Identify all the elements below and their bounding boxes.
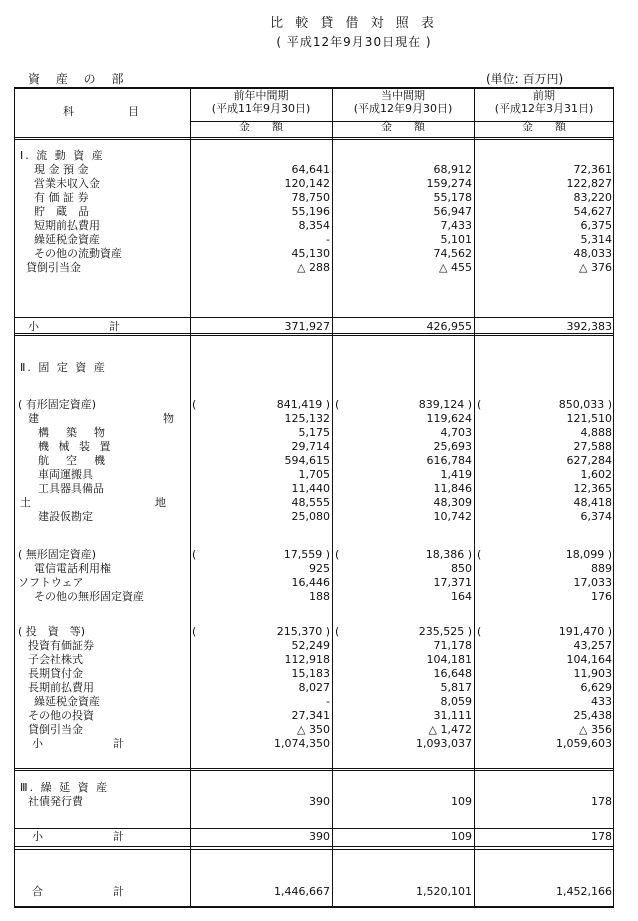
table-row bbox=[14, 440, 614, 454]
row-label: Ⅱ. 固 定 資 産 bbox=[20, 361, 107, 374]
cell-value: 11,440 bbox=[291, 482, 330, 495]
cell-value: 25,693 bbox=[433, 440, 472, 453]
cell-value: 112,918 bbox=[284, 653, 330, 666]
title-date: ( 平成12年9月30日現在 ) bbox=[276, 35, 432, 49]
cell-value: 29,714 bbox=[291, 440, 330, 453]
table-row bbox=[14, 361, 614, 375]
table-row bbox=[14, 219, 614, 233]
row-label: その他の投資 bbox=[28, 709, 94, 722]
cell-value: 16,446 bbox=[291, 576, 330, 589]
cell-value: 1,452,166 bbox=[556, 885, 612, 898]
cell-value: 48,033 bbox=[573, 247, 612, 260]
cell-value: 1,059,603 bbox=[556, 737, 612, 750]
cell-value: 627,284 bbox=[566, 454, 612, 467]
row-label: 航 空 機 bbox=[38, 454, 108, 467]
table-row bbox=[14, 590, 614, 604]
cell-value: 1,520,101 bbox=[416, 885, 472, 898]
table-row bbox=[14, 737, 614, 751]
cell-value: △ 376 bbox=[579, 261, 612, 274]
subject-header: 科 目 bbox=[63, 105, 141, 118]
cell-value: 1,446,667 bbox=[274, 885, 330, 898]
row-label: 構 築 物 bbox=[38, 426, 108, 439]
cell-value: 16,648 bbox=[433, 667, 472, 680]
cell-value: 31,111 bbox=[433, 709, 472, 722]
cell-value: 164 bbox=[451, 590, 472, 603]
cell-value: 5,817 bbox=[440, 681, 472, 694]
cell-value: 48,309 bbox=[433, 496, 472, 509]
cell-value: 18,099 ) bbox=[565, 548, 612, 561]
cell-value: 178 bbox=[591, 830, 612, 843]
table-row bbox=[14, 562, 614, 576]
cell-value: 55,178 bbox=[433, 191, 472, 204]
open-paren: ( bbox=[192, 398, 197, 411]
cell-value: 43,257 bbox=[573, 639, 612, 652]
cell-value: 8,059 bbox=[440, 695, 472, 708]
cell-value: - bbox=[326, 233, 330, 246]
row-label: 長期前払費用 bbox=[28, 681, 94, 694]
cell-value: 5,175 bbox=[298, 426, 330, 439]
cell-value: 68,912 bbox=[433, 163, 472, 176]
cell-value: 159,274 bbox=[426, 177, 472, 190]
cell-value: 55,196 bbox=[291, 205, 330, 218]
row-label: ( 無形固定資産) bbox=[18, 548, 97, 561]
cell-value: △ 356 bbox=[579, 723, 612, 736]
cell-value: 616,784 bbox=[426, 454, 472, 467]
cell-value: 215,370 ) bbox=[276, 625, 330, 638]
cell-value: 72,361 bbox=[573, 163, 612, 176]
table-row bbox=[14, 795, 614, 809]
row-label: 機 械 装 置 bbox=[38, 440, 114, 453]
row-label: 投資有価証券 bbox=[28, 639, 94, 652]
section-label: 資 産 の 部 bbox=[28, 72, 130, 86]
table-row bbox=[14, 639, 614, 653]
cell-value: 889 bbox=[591, 562, 612, 575]
cell-value: 426,955 bbox=[426, 320, 472, 333]
row-label: Ⅰ. 流 動 資 産 bbox=[20, 149, 105, 162]
cell-value: 178 bbox=[591, 795, 612, 808]
cell-value: 45,130 bbox=[291, 247, 330, 260]
cell-value: 850,033 ) bbox=[558, 398, 612, 411]
table-row bbox=[14, 482, 614, 496]
cell-value: 850 bbox=[451, 562, 472, 575]
table-row bbox=[14, 548, 614, 562]
cell-value: 120,142 bbox=[284, 177, 330, 190]
open-paren: ( bbox=[335, 398, 340, 411]
cell-value: 18,386 ) bbox=[425, 548, 472, 561]
cell-value: 78,750 bbox=[291, 191, 330, 204]
cell-value: 4,703 bbox=[440, 426, 472, 439]
table-row bbox=[14, 191, 614, 205]
cell-value: 48,418 bbox=[573, 496, 612, 509]
table-row bbox=[14, 625, 614, 639]
cell-value: 1,093,037 bbox=[416, 737, 472, 750]
cell-value: - bbox=[326, 695, 330, 708]
cell-value: 119,624 bbox=[426, 412, 472, 425]
row-label: 小 計 bbox=[32, 737, 140, 750]
cell-value: 8,354 bbox=[298, 219, 330, 232]
table-row bbox=[14, 398, 614, 412]
row-label: 営業未収入金 bbox=[34, 177, 100, 190]
cell-value: 17,559 ) bbox=[283, 548, 330, 561]
row-label: 小 計 bbox=[28, 320, 136, 333]
table-row bbox=[14, 510, 614, 524]
row-label: 短期前払費用 bbox=[34, 219, 100, 232]
cell-value: 54,627 bbox=[573, 205, 612, 218]
table-row bbox=[14, 667, 614, 681]
cell-value: 11,903 bbox=[573, 667, 612, 680]
row-label: 貸倒引当金 bbox=[28, 723, 83, 736]
cell-value: 188 bbox=[309, 590, 330, 603]
cell-value: 594,615 bbox=[284, 454, 330, 467]
prior-interim-header: 前年中間期 (平成11年9月30日) 金 額 bbox=[211, 89, 311, 133]
row-label: 現 金 預 金 bbox=[34, 163, 89, 176]
cell-value: △ 350 bbox=[297, 723, 330, 736]
row-label: 長期貸付金 bbox=[28, 667, 83, 680]
row-label: 合 計 bbox=[32, 885, 140, 898]
row-label: 有 価 証 券 bbox=[34, 191, 89, 204]
open-paren: ( bbox=[477, 398, 482, 411]
cell-value: 27,588 bbox=[573, 440, 612, 453]
cell-value: 191,470 ) bbox=[558, 625, 612, 638]
table-row bbox=[14, 830, 614, 844]
table-row bbox=[14, 163, 614, 177]
cell-value: 109 bbox=[451, 795, 472, 808]
row-label: 繰延税金資産 bbox=[34, 233, 100, 246]
table-row bbox=[14, 695, 614, 709]
cell-value: 74,562 bbox=[433, 247, 472, 260]
row-label: ( 有形固定資産) bbox=[18, 398, 97, 411]
row-label: その他の流動資産 bbox=[34, 247, 122, 260]
open-paren: ( bbox=[335, 548, 340, 561]
cell-value: 5,314 bbox=[580, 233, 612, 246]
cell-value: 52,249 bbox=[291, 639, 330, 652]
cell-value: 104,181 bbox=[426, 653, 472, 666]
cell-value: △ 1,472 bbox=[428, 723, 472, 736]
cell-value: 27,341 bbox=[291, 709, 330, 722]
row-label: その他の無形固定資産 bbox=[34, 590, 144, 603]
open-paren: ( bbox=[477, 548, 482, 561]
row-label: 子会社株式 bbox=[28, 653, 83, 666]
row-label: Ⅲ. 繰 延 資 産 bbox=[20, 781, 110, 794]
cell-value: 17,033 bbox=[573, 576, 612, 589]
cell-value: 7,433 bbox=[440, 219, 472, 232]
row-label: 建設仮勘定 bbox=[38, 510, 93, 523]
cell-value: 390 bbox=[309, 795, 330, 808]
cell-value: 6,629 bbox=[580, 681, 612, 694]
row-label: 繰延税金資産 bbox=[34, 695, 100, 708]
cell-value: 109 bbox=[451, 830, 472, 843]
table-row bbox=[14, 261, 614, 275]
table-row bbox=[14, 177, 614, 191]
table-row bbox=[14, 454, 614, 468]
table-row bbox=[14, 320, 614, 334]
cell-value: 235,525 ) bbox=[418, 625, 472, 638]
table-row bbox=[14, 496, 614, 510]
table-row bbox=[14, 781, 614, 795]
unit-label: (単位: 百万円) bbox=[486, 72, 564, 86]
table-row bbox=[14, 233, 614, 247]
open-paren: ( bbox=[192, 625, 197, 638]
row-label: 貸倒引当金 bbox=[26, 261, 81, 274]
cell-value: 433 bbox=[591, 695, 612, 708]
row-label: 土 地 bbox=[20, 496, 182, 509]
cell-value: 10,742 bbox=[433, 510, 472, 523]
title-main: 比 較 貸 借 対 照 表 bbox=[270, 16, 438, 31]
row-label: 社債発行費 bbox=[28, 795, 83, 808]
cell-value: 6,375 bbox=[580, 219, 612, 232]
cell-value: 1,419 bbox=[440, 468, 472, 481]
table-row bbox=[14, 412, 614, 426]
table-row bbox=[14, 723, 614, 737]
cell-value: 371,927 bbox=[284, 320, 330, 333]
table-row bbox=[14, 653, 614, 667]
prior-year-header: 前期 (平成12年3月31日) 金 額 bbox=[494, 89, 594, 133]
cell-value: 11,846 bbox=[433, 482, 472, 495]
cell-value: 125,132 bbox=[284, 412, 330, 425]
cell-value: 392,383 bbox=[566, 320, 612, 333]
cell-value: 1,074,350 bbox=[274, 737, 330, 750]
cell-value: 121,510 bbox=[566, 412, 612, 425]
open-paren: ( bbox=[477, 625, 482, 638]
table-row bbox=[14, 709, 614, 723]
cell-value: 12,365 bbox=[573, 482, 612, 495]
row-label: 小 計 bbox=[32, 830, 140, 843]
table-row bbox=[14, 468, 614, 482]
cell-value: △ 455 bbox=[439, 261, 472, 274]
table-row bbox=[14, 247, 614, 261]
cell-value: 17,371 bbox=[433, 576, 472, 589]
table-row bbox=[14, 576, 614, 590]
row-label: 電信電話利用権 bbox=[34, 562, 111, 575]
cell-value: 71,178 bbox=[433, 639, 472, 652]
cell-value: 839,124 ) bbox=[418, 398, 472, 411]
table-row bbox=[14, 426, 614, 440]
table-row bbox=[14, 681, 614, 695]
cell-value: 25,438 bbox=[573, 709, 612, 722]
row-label: ソフトウェア bbox=[18, 576, 84, 589]
current-interim-header: 当中間期 (平成12年9月30日) 金 額 bbox=[353, 89, 453, 133]
cell-value: 925 bbox=[309, 562, 330, 575]
cell-value: 122,827 bbox=[566, 177, 612, 190]
cell-value: 8,027 bbox=[298, 681, 330, 694]
cell-value: 390 bbox=[309, 830, 330, 843]
cell-value: 56,947 bbox=[433, 205, 472, 218]
balance-sheet-table bbox=[14, 87, 614, 907]
cell-value: 83,220 bbox=[573, 191, 612, 204]
cell-value: 25,080 bbox=[291, 510, 330, 523]
cell-value: 64,641 bbox=[291, 163, 330, 176]
cell-value: 1,602 bbox=[580, 468, 612, 481]
cell-value: 176 bbox=[591, 590, 612, 603]
cell-value: 15,183 bbox=[291, 667, 330, 680]
open-paren: ( bbox=[192, 548, 197, 561]
cell-value: △ 288 bbox=[297, 261, 330, 274]
cell-value: 841,419 ) bbox=[276, 398, 330, 411]
row-label: ( 投 資 等) bbox=[18, 625, 86, 638]
row-label: 車両運搬具 bbox=[38, 468, 93, 481]
document-title bbox=[0, 12, 638, 50]
row-label: 貯 蔵 品 bbox=[34, 205, 89, 218]
cell-value: 5,101 bbox=[440, 233, 472, 246]
cell-value: 6,374 bbox=[580, 510, 612, 523]
row-label: 工具器具備品 bbox=[38, 482, 104, 495]
open-paren: ( bbox=[335, 625, 340, 638]
cell-value: 48,555 bbox=[291, 496, 330, 509]
cell-value: 4,888 bbox=[580, 426, 612, 439]
row-label: 建 物 bbox=[28, 412, 190, 425]
cell-value: 1,705 bbox=[298, 468, 330, 481]
table-row bbox=[14, 149, 614, 163]
table-row bbox=[14, 885, 614, 899]
table-row bbox=[14, 205, 614, 219]
cell-value: 104,164 bbox=[566, 653, 612, 666]
